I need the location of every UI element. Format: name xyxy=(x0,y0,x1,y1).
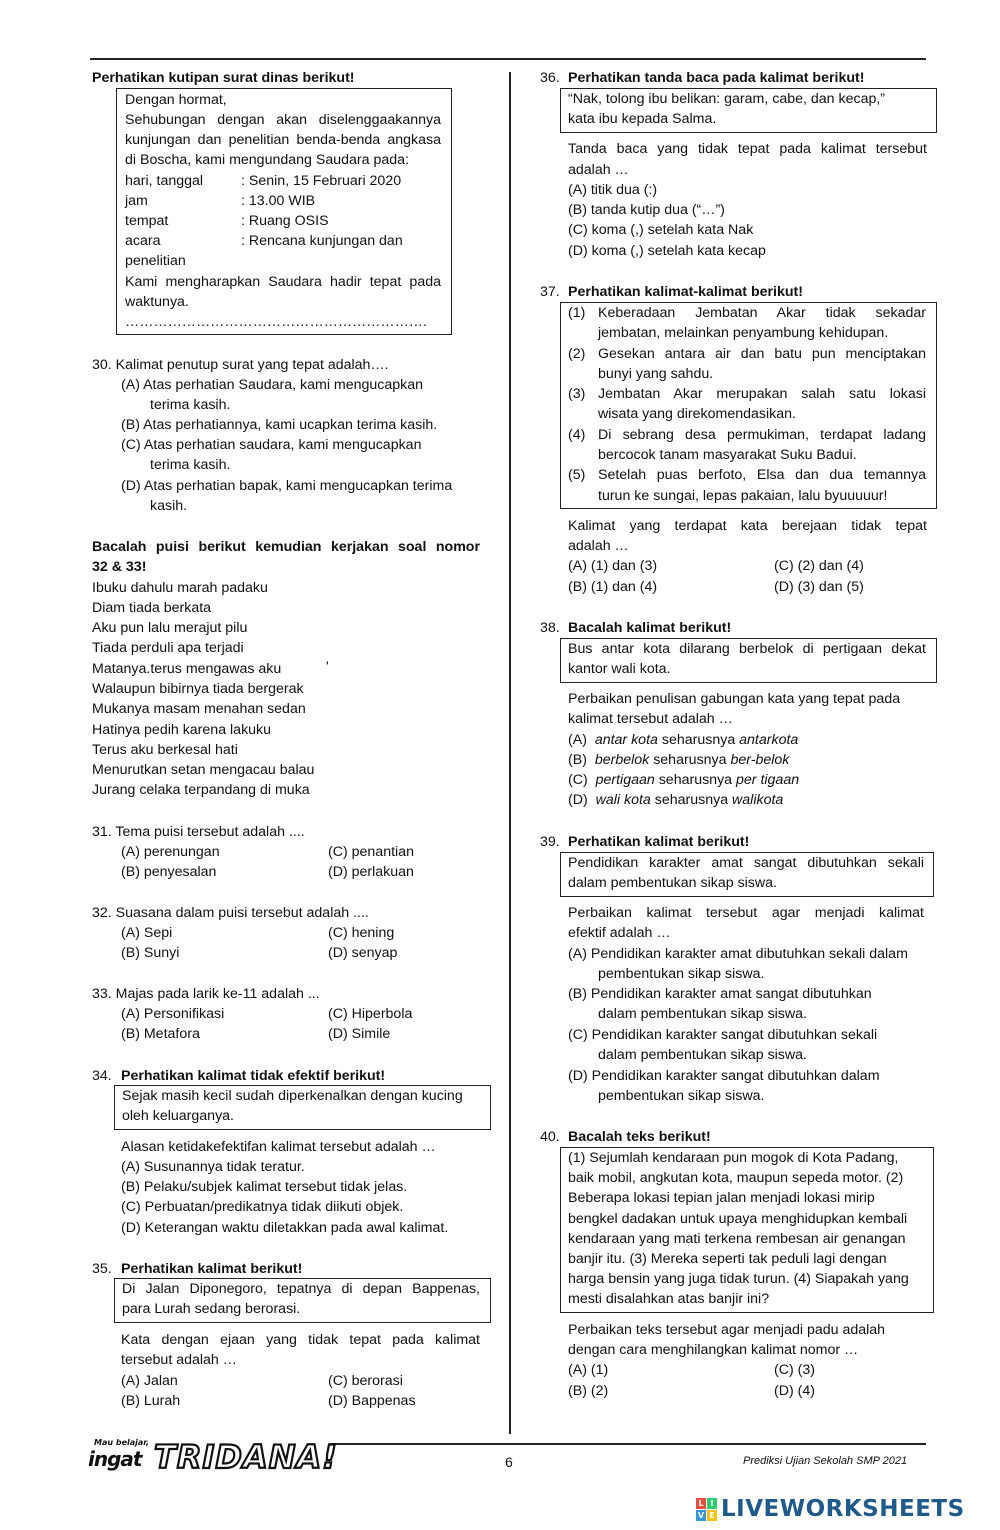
option-letter: (D) xyxy=(568,792,588,808)
logo-bang: ! xyxy=(322,1438,338,1476)
q34-option-b[interactable]: (B) Pelaku/subjek kalimat tersebut tidak jelas. xyxy=(121,1179,408,1195)
q39-option-c[interactable]: (C) Pendidikan karakter sangat dibutuhkan sekali xyxy=(568,1027,878,1043)
option-connector: seharusnya xyxy=(650,792,733,808)
q37-item-number: (4) xyxy=(568,427,586,443)
q31-option-b[interactable]: (B) penyesalan xyxy=(121,864,217,880)
q39-number: 39. xyxy=(540,834,560,850)
q36-number: 36. xyxy=(540,70,560,86)
q39-option-c-cont: dalam pembentukan sikap siswa. xyxy=(598,1047,807,1063)
logo-brand-text: TRIDANA xyxy=(154,1438,323,1476)
q37-item: Di sebrang desa permukiman, terdapat ladang xyxy=(598,427,926,443)
logo-ingat: ingat xyxy=(88,1447,142,1471)
q34-title: Perhatikan kalimat tidak efektif berikut! xyxy=(121,1068,386,1084)
option-term: wali kota xyxy=(595,792,651,808)
q31-option-c[interactable]: (C) penantian xyxy=(328,844,414,860)
option-term: pertigaan xyxy=(595,772,655,788)
q37-item-cont: bunyi yang sahdu. xyxy=(598,366,714,382)
poem-line: Terus aku berkesal hati xyxy=(92,742,238,758)
detail-value: : Ruang OSIS xyxy=(241,213,329,229)
q30-option-c[interactable]: (C) Atas perhatian saudara, kami mengucapkan xyxy=(121,437,422,453)
watermark-text: LIVEWORKSHEETS xyxy=(721,1496,965,1522)
option-connector: seharusnya xyxy=(657,732,740,748)
q30-stem: 30. Kalimat penutup surat yang tepat adalah…. xyxy=(92,357,389,373)
q38-title: Bacalah kalimat berikut! xyxy=(568,620,732,636)
q36-sentence-cont: kata ibu kepada Salma. xyxy=(568,111,717,127)
q40-text-line: banjir itu. (3) Mereka seperti tak peduli lagi dengan xyxy=(568,1251,887,1267)
q37-item-cont: jembatan, melainkan penyambung kehidupan. xyxy=(598,325,889,341)
q34-option-a[interactable]: (A) Susunannya tidak teratur. xyxy=(121,1159,305,1175)
q37-option-d[interactable]: (D) (3) dan (5) xyxy=(774,579,864,595)
option-connector: seharusnya xyxy=(654,772,736,788)
poem-line: Tiada perduli apa terjadi xyxy=(92,640,244,656)
q37-stem: Kalimat yang terdapat kata berejaan tidak tepat xyxy=(568,518,927,534)
q35-option-c[interactable]: (C) berorasi xyxy=(328,1373,403,1389)
q37-item-cont: turun ke sungai, lepas pakaian, lalu byuuuuur! xyxy=(598,488,888,504)
letter-dots: ………………………………………………………. xyxy=(125,314,427,330)
icon-cell: I xyxy=(707,1498,717,1509)
icon-cell: L xyxy=(696,1498,706,1509)
detail-value: : Senin, 15 Februari 2020 xyxy=(241,173,402,189)
q40-stem: Perbaikan teks tersebut agar menjadi padu adalah xyxy=(568,1322,886,1338)
q37-item-number: (3) xyxy=(568,386,586,402)
letter-body-line: Sehubungan dengan akan diselenggaakannya xyxy=(125,112,441,128)
poem-instruction-cont: 32 & 33! xyxy=(92,559,147,575)
q40-text-line: Beberapa lokasi tepian jalan menjadi lokasi mirip xyxy=(568,1190,875,1206)
poem-line: Diam tiada berkata xyxy=(92,600,212,616)
left-column xyxy=(92,0,492,1440)
q33-option-c[interactable]: (C) Hiperbola xyxy=(328,1006,413,1022)
q30-option-a-cont: terima kasih. xyxy=(150,397,231,413)
q37-option-a[interactable]: (A) (1) dan (3) xyxy=(568,558,658,574)
q39-option-a-cont: pembentukan sikap siswa. xyxy=(598,966,765,982)
q39-stem: Perbaikan kalimat tersebut agar menjadi kalimat xyxy=(568,905,924,921)
q37-option-b[interactable]: (B) (1) dan (4) xyxy=(568,579,658,595)
stray-mark: ' xyxy=(326,659,329,675)
poem-line: Mukanya masam menahan sedan xyxy=(92,701,306,717)
q36-option-c[interactable]: (C) koma (,) setelah kata Nak xyxy=(568,222,754,238)
q36-title: Perhatikan tanda baca pada kalimat berikut! xyxy=(568,70,865,86)
q36-option-b[interactable]: (B) tanda kutip dua (“…”) xyxy=(568,202,725,218)
q34-stem: Alasan ketidakefektifan kalimat tersebut adalah … xyxy=(121,1139,436,1155)
letter-closing: Kami mengharapkan Saudara hadir tepat pada xyxy=(125,274,441,290)
q33-option-b[interactable]: (B) Metafora xyxy=(121,1026,200,1042)
detail-value: : Rencana kunjungan dan xyxy=(241,233,403,249)
q38-option-a[interactable] xyxy=(568,730,798,750)
page-number: 6 xyxy=(505,1454,513,1470)
q35-stem: Kata dengan ejaan yang tidak tepat pada kalimat xyxy=(121,1332,480,1348)
letter-body-line: di Boscha, kami mengundang Saudara pada: xyxy=(125,152,409,168)
q35-option-a[interactable]: (A) Jalan xyxy=(121,1373,178,1389)
option-correction: ber-belok xyxy=(730,752,790,768)
option-term: antar kota xyxy=(594,732,658,748)
q34-option-c[interactable]: (C) Perbuatan/predikatnya tidak diikuti objek. xyxy=(121,1199,404,1215)
q39-sentence-cont: dalam pembentukan sikap siswa. xyxy=(568,875,777,891)
q33-stem: 33. Majas pada larik ke-11 adalah ... xyxy=(92,986,320,1002)
detail-label: hari, tanggal xyxy=(125,173,204,189)
option-correction: per tigaan xyxy=(736,772,800,788)
poem-line: Jurang celaka terpandang di muka xyxy=(92,782,310,798)
q39-sentence: Pendidikan karakter amat sangat dibutuhkan sekali xyxy=(568,855,924,871)
liveworksheets-icon xyxy=(696,1498,718,1522)
q40-option-c[interactable]: (C) (3) xyxy=(774,1362,815,1378)
letter-instruction: Perhatikan kutipan surat dinas berikut! xyxy=(92,70,355,86)
q40-option-b[interactable]: (B) (2) xyxy=(568,1383,609,1399)
poem-instruction: Bacalah puisi berikut kemudian kerjakan soal nomor xyxy=(92,539,480,555)
q37-item-number: (1) xyxy=(568,305,586,321)
q34-option-d[interactable]: (D) Keterangan waktu diletakkan pada awal kalimat. xyxy=(121,1220,449,1236)
q39-option-b[interactable]: (B) Pendidikan karakter amat sangat dibutuhkan xyxy=(568,986,872,1002)
q38-number: 38. xyxy=(540,620,560,636)
q32-option-a[interactable]: (A) Sepi xyxy=(121,925,173,941)
q35-option-b[interactable]: (B) Lurah xyxy=(121,1393,181,1409)
logo-tagline: Mau belajar, xyxy=(94,1438,150,1447)
q32-option-d[interactable]: (D) senyap xyxy=(328,945,398,961)
q36-stem: Tanda baca yang tidak tepat pada kalimat tersebut xyxy=(568,141,927,157)
q37-item-cont: bercocok tanam masyarakat Suku Badui. xyxy=(598,447,857,463)
option-connector: seharusnya xyxy=(649,752,731,768)
q38-option-b[interactable] xyxy=(568,750,789,770)
q39-stem-cont: efektif adalah … xyxy=(568,925,671,941)
q31-option-d[interactable]: (D) perlakuan xyxy=(328,864,414,880)
q36-option-a[interactable]: (A) titik dua (:) xyxy=(568,182,658,198)
q32-option-b[interactable]: (B) Sunyi xyxy=(121,945,180,961)
q39-option-d-cont: pembentukan sikap siswa. xyxy=(598,1088,765,1104)
detail-value: : 13.00 WIB xyxy=(241,193,316,209)
icon-cell: E xyxy=(707,1510,717,1521)
q37-title: Perhatikan kalimat-kalimat berikut! xyxy=(568,284,803,300)
q35-sentence: Di Jalan Diponegoro, tepatnya di depan Bappenas, xyxy=(122,1281,480,1297)
detail-label: jam xyxy=(125,193,148,209)
q32-option-c[interactable]: (C) hening xyxy=(328,925,395,941)
q39-option-b-cont: dalam pembentukan sikap siswa. xyxy=(598,1006,807,1022)
q39-title: Perhatikan kalimat berikut! xyxy=(568,834,750,850)
q37-item-cont: wisata yang direkomendasikan. xyxy=(598,406,796,422)
q38-option-c[interactable] xyxy=(568,770,799,790)
q38-sentence-cont: kantor wali kota. xyxy=(568,661,671,677)
poem-line: Hatinya pedih karena lakuku xyxy=(92,722,272,738)
q38-option-d[interactable] xyxy=(568,790,783,810)
option-letter: (B) xyxy=(568,752,587,768)
q40-option-a[interactable]: (A) (1) xyxy=(568,1362,609,1378)
q30-option-d[interactable]: (D) Atas perhatian bapak, kami mengucapkan terima xyxy=(121,478,453,494)
q30-option-a[interactable]: (A) Atas perhatian Saudara, kami mengucapkan xyxy=(121,377,424,393)
q38-stem: Perbaikan penulisan gabungan kata yang tepat pada xyxy=(568,691,901,707)
q35-number: 35. xyxy=(92,1261,112,1277)
q33-option-d[interactable]: (D) Simile xyxy=(328,1026,391,1042)
option-letter: (C) xyxy=(568,772,588,788)
footer-rule xyxy=(330,1443,926,1445)
q39-option-a[interactable]: (A) Pendidikan karakter amat dibutuhkan sekali dalam xyxy=(568,946,908,962)
poem-line: Walaupun bibirnya tiada bergerak xyxy=(92,681,304,697)
liveworksheets-watermark xyxy=(696,1496,996,1526)
q34-sentence-cont: oleh keluarganya. xyxy=(122,1108,235,1124)
q40-text-line: mesti disalahkan atas banjir ini? xyxy=(568,1291,770,1307)
column-divider xyxy=(509,72,511,1434)
detail-label: tempat xyxy=(125,213,169,229)
q40-text-line: harga bensin yang juga tidak turun. (4) Siapakah yang xyxy=(568,1271,909,1287)
q40-stem-cont: dengan cara menghilangkan kalimat nomor … xyxy=(568,1342,859,1358)
q37-number: 37. xyxy=(540,284,560,300)
detail-value-cont: penelitian xyxy=(125,253,186,269)
q37-option-c[interactable]: (C) (2) dan (4) xyxy=(774,558,864,574)
poem-line: Matanya.terus mengawas aku xyxy=(92,661,282,677)
q37-item-number: (2) xyxy=(568,346,586,362)
q37-item: Jembatan Akar merupakan salah satu lokasi xyxy=(598,386,926,402)
letter-closing: waktunya. xyxy=(125,294,189,310)
detail-label: acara xyxy=(125,233,161,249)
poem-line: Menurutkan setan mengacau balau xyxy=(92,762,315,778)
q35-stem-cont: tersebut adalah … xyxy=(121,1352,237,1368)
q31-stem: 31. Tema puisi tersebut adalah .... xyxy=(92,824,305,840)
q36-stem-cont: adalah … xyxy=(568,162,629,178)
right-column xyxy=(540,0,940,1440)
footer-right-text: Prediksi Ujian Sekolah SMP 2021 xyxy=(743,1455,908,1467)
logo-brand xyxy=(154,1438,338,1476)
q30-option-d-cont: kasih. xyxy=(150,498,188,514)
letter-body-line: kunjungan dan penelitian benda-benda angkasa xyxy=(125,132,441,148)
q31-option-a[interactable]: (A) perenungan xyxy=(121,844,220,860)
letter-salutation: Dengan hormat, xyxy=(125,92,227,108)
q35-sentence-cont: para Lurah sedang berorasi. xyxy=(122,1301,301,1317)
q40-title: Bacalah teks berikut! xyxy=(568,1129,711,1145)
q40-number: 40. xyxy=(540,1129,560,1145)
option-letter: (A) xyxy=(568,732,587,748)
option-term: berbelok xyxy=(594,752,650,768)
q40-option-d[interactable]: (D) (4) xyxy=(774,1383,815,1399)
q37-item: Keberadaan Jembatan Akar tidak sekadar xyxy=(598,305,926,321)
q37-item-number: (5) xyxy=(568,467,586,483)
q35-title: Perhatikan kalimat berikut! xyxy=(121,1261,303,1277)
option-correction: walikota xyxy=(732,792,784,808)
q40-text-line: kendaraan yang mati terkena rembesan air genangan xyxy=(568,1231,906,1247)
q37-item: Setelah puas berfoto, Elsa dan dua temannya xyxy=(598,467,926,483)
q37-item: Gesekan antara air dan batu pun menciptakan xyxy=(598,346,926,362)
q35-option-d[interactable]: (D) Bappenas xyxy=(328,1393,416,1409)
q32-stem: 32. Suasana dalam puisi tersebut adalah .... xyxy=(92,905,369,921)
q34-sentence: Sejak masih kecil sudah diperkenalkan dengan kucing xyxy=(122,1088,463,1104)
q40-text-line: bengkel dadakan untuk upaya menghidupkan kembali xyxy=(568,1211,908,1227)
q34-number: 34. xyxy=(92,1068,112,1084)
q30-option-b[interactable]: (B) Atas perhatiannya, kami ucapkan terima kasih. xyxy=(121,417,438,433)
poem-line: Ibuku dahulu marah padaku xyxy=(92,580,268,596)
q40-text-line: (1) Sejumlah kendaraan pun mogok di Kota Padang, xyxy=(568,1150,899,1166)
q38-stem-cont: kalimat tersebut adalah … xyxy=(568,711,733,727)
q36-option-d[interactable]: (D) koma (,) setelah kata kecap xyxy=(568,243,766,259)
q36-sentence: “Nak, tolong ibu belikan: garam, cabe, dan kecap,” xyxy=(568,91,886,107)
icon-cell: V xyxy=(697,1511,705,1520)
q40-text-line: baik mobil, angkutan kota, maupun sepeda motor. (2) xyxy=(568,1170,904,1186)
q30-option-c-cont: terima kasih. xyxy=(150,457,231,473)
q39-option-d[interactable]: (D) Pendidikan karakter sangat dibutuhkan dalam xyxy=(568,1068,880,1084)
q33-option-a[interactable]: (A) Personifikasi xyxy=(121,1006,225,1022)
option-correction: antarkota xyxy=(739,732,799,748)
q38-sentence: Bus antar kota dilarang berbelok di pertigaan dekat xyxy=(568,641,926,657)
q37-stem-cont: adalah … xyxy=(568,538,629,554)
footer-logo xyxy=(88,1436,338,1482)
poem-line: Aku pun lalu merajut pilu xyxy=(92,620,248,636)
